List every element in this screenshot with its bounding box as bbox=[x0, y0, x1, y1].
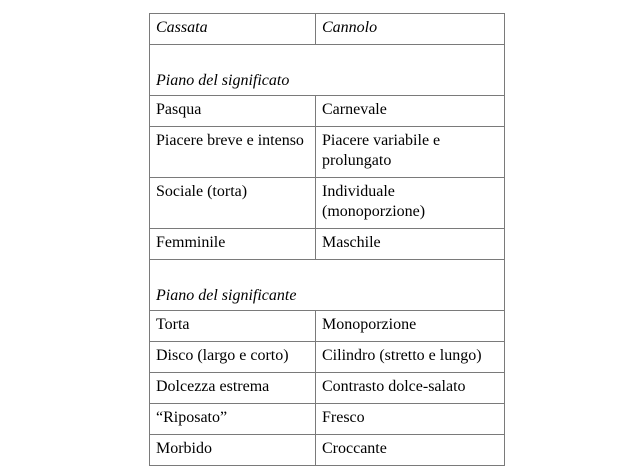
header-cannolo: Cannolo bbox=[316, 14, 505, 45]
section-title-row bbox=[150, 45, 505, 96]
table-cell: Sociale (torta) bbox=[150, 178, 316, 229]
table-cell: Dolcezza estrema bbox=[150, 373, 316, 404]
table-cell: Croccante bbox=[316, 435, 505, 466]
header-cassata: Cassata bbox=[150, 14, 316, 45]
table-row bbox=[150, 96, 505, 127]
table-row bbox=[150, 311, 505, 342]
table-row bbox=[150, 342, 505, 373]
comparison-table bbox=[149, 13, 505, 466]
section-title-row bbox=[150, 260, 505, 311]
table-cell: Disco (largo e corto) bbox=[150, 342, 316, 373]
table-cell: Femminile bbox=[150, 229, 316, 260]
table-cell: Pasqua bbox=[150, 96, 316, 127]
table-cell: Monoporzione bbox=[316, 311, 505, 342]
table-cell: “Riposato” bbox=[150, 404, 316, 435]
table-row bbox=[150, 404, 505, 435]
table-row bbox=[150, 229, 505, 260]
table-cell: Fresco bbox=[316, 404, 505, 435]
table-cell: Piacere variabile e prolungato bbox=[316, 127, 505, 178]
table-cell: Piacere breve e intenso bbox=[150, 127, 316, 178]
table-row bbox=[150, 178, 505, 229]
header-row bbox=[150, 14, 505, 45]
table-cell: Morbido bbox=[150, 435, 316, 466]
table-cell: Maschile bbox=[316, 229, 505, 260]
table-row bbox=[150, 435, 505, 466]
table-cell: Contrasto dolce-salato bbox=[316, 373, 505, 404]
table-row bbox=[150, 373, 505, 404]
table-cell: Torta bbox=[150, 311, 316, 342]
section-title-significato: Piano del significato bbox=[150, 45, 505, 96]
table-row bbox=[150, 127, 505, 178]
table-cell: Carnevale bbox=[316, 96, 505, 127]
section-title-significante: Piano del significante bbox=[150, 260, 505, 311]
table-cell: Cilindro (stretto e lungo) bbox=[316, 342, 505, 373]
table-cell: Individuale (monoporzione) bbox=[316, 178, 505, 229]
